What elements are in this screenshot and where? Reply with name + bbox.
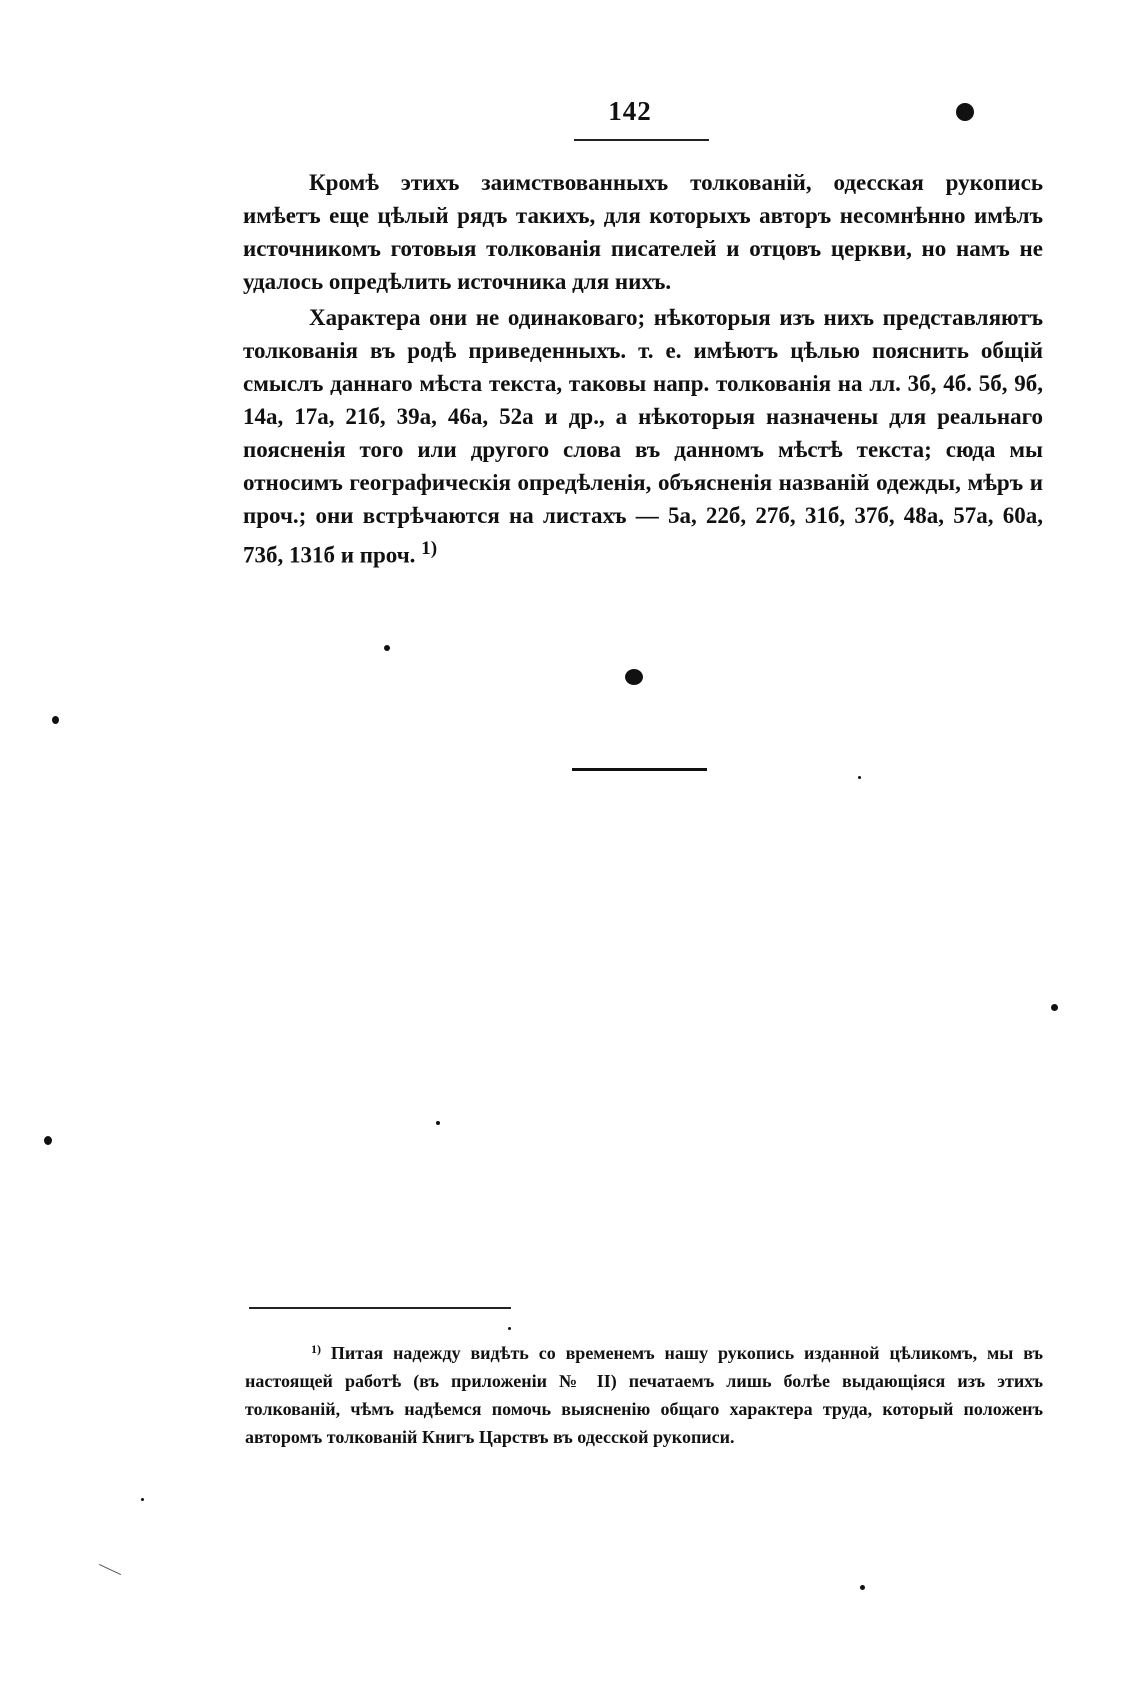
section-divider (572, 768, 707, 771)
ink-speck (52, 716, 59, 724)
paragraph-2 (243, 301, 1043, 572)
ink-speck (384, 645, 390, 651)
ink-speck (625, 669, 643, 685)
footnote-divider (249, 1307, 511, 1309)
ink-speck (44, 1136, 52, 1145)
main-text (243, 166, 1043, 575)
footnote-marker: 1) (311, 1342, 321, 1356)
ink-speck (1051, 1004, 1058, 1011)
paragraph-2-text: Характера они не одинаковаго; нѣкоторыя изъ нихъ представляютъ толкованія въ родѣ приведенныхъ. т. е. имѣютъ цѣлью пояснить общій смыслъ даннаго мѣста текста, таковы напр. толкованія на лл. 3б, 4б. 5б, 9б, 14а, 17а, 21б, 39а, 46а, 52а и др., а нѣкоторыя назначены для реальнаго поясненія того или другого слова въ данномъ мѣстѣ текста; сюда мы относимъ географическія опредѣленія, объясненія названій одежды, мѣръ и проч.; они встрѣчаются на листахъ — 5а, 22б, 27б, 31б, 37б, 48а, 57а, 60а, 73б, 131б и проч. (243, 305, 1043, 568)
ink-speck (860, 1585, 865, 1590)
footnote-paragraph (245, 1335, 1043, 1451)
ink-speck (141, 1498, 144, 1501)
paragraph-1 (243, 166, 1043, 298)
ink-speck (508, 1327, 511, 1330)
footnote (245, 1335, 1043, 1451)
paragraph-1-text: Кромѣ этихъ заимствованныхъ толкованій, одесская рукопись имѣетъ еще цѣлый рядъ такихъ, для которыхъ авторъ несомнѣнно имѣлъ источникомъ готовыя толкованія писателей и отцовъ церкви, но намъ не удалось опредѣлить источника для нихъ. (243, 170, 1043, 294)
ink-speck (858, 776, 861, 779)
scan-scratch (99, 1564, 121, 1575)
ink-speck (956, 103, 974, 121)
page-number-rule (574, 139, 709, 141)
page-number: 142 (608, 96, 652, 126)
footnote-reference: 1) (421, 538, 438, 559)
footnote-text: Питая надежду видѣть со временемъ нашу рукопись изданной цѣликомъ, мы въ настоящей работѣ (въ приложеніи № II) печатаемъ лишь болѣе выдающіяся изъ этихъ толкованій, чѣмъ надѣемся помочь выясненію общаго характера труда, который положенъ авторомъ толкованій Книгъ Царствъ въ одесской рукописи. (245, 1343, 1043, 1447)
ink-speck (436, 1121, 440, 1125)
